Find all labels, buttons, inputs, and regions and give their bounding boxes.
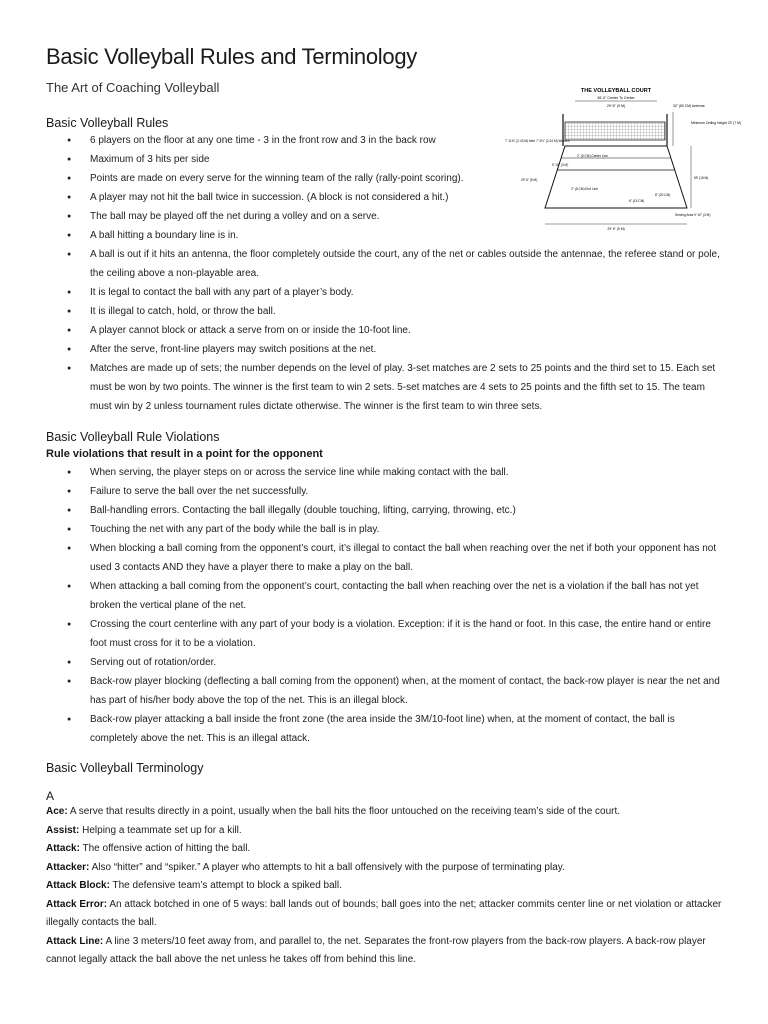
list-item: ● Ball-handling errors. Contacting the ball illegally (double touching, lifting, carrying, throwing, etc.) xyxy=(46,501,722,520)
list-item: ● The ball may be played off the net during a volley and on a serve. xyxy=(46,207,504,226)
diagram-label-ceiling: Minimum Ceiling Height 23' (7 M) xyxy=(691,121,742,125)
term-entry xyxy=(46,803,726,822)
diagram-label-r2: 6" (15 CM) xyxy=(629,199,645,203)
diagram-label-net-height: 7' 11⅝" (2.43 M) Men 7' 4⅛" (2.24 M) Women xyxy=(505,139,570,143)
diagram-label-width-top: 29' 6" (9 M) xyxy=(606,104,626,108)
term-entry xyxy=(46,822,726,841)
list-item: ● Points are made on every serve for the winning team of the rally (rally-point scoring). xyxy=(46,169,504,188)
term-definition: Also “hitter” and “spiker.” A player who attempts to hit a ball offensively with the purpose of terminating play. xyxy=(89,861,565,873)
term-entry xyxy=(46,840,726,859)
term-name: Attacker: xyxy=(46,861,90,873)
list-item: ● When attacking a ball coming from the opponent’s court, contacting the ball when reaching over the net is a violation if the ball has not yet broken the vertical plane of the net. xyxy=(46,577,722,615)
term-entry xyxy=(46,859,726,878)
list-item: ● Back-row player blocking (deflecting a ball coming from the opponent) when, at the moment of contact, the back-row player is near the net and has part of his/her body above the top of the net. This is an illegal block. xyxy=(46,672,722,710)
term-entry xyxy=(46,933,726,970)
term-entry xyxy=(46,896,726,933)
term-name: Attack: xyxy=(46,843,80,854)
term-name: Attack Error: xyxy=(46,898,108,910)
term-name: Ace: xyxy=(46,806,68,817)
terminology-list xyxy=(46,803,726,970)
violations-subheading: Rule violations that result in a point for the opponent xyxy=(46,448,323,460)
list-item: ● It is legal to contact the ball with any part of a player’s body. xyxy=(46,283,722,302)
list-item: ● Back-row player attacking a ball inside the front zone (the area inside the 3M/10-foot line) when, at the moment of contact, the ball is completely above the net. This is an illegal attack. xyxy=(46,710,722,748)
diagram-label-right: 59' (18 M) xyxy=(694,176,709,180)
document-subtitle: The Art of Coaching Volleyball xyxy=(46,80,220,95)
list-item: ● It is illegal to catch, hold, or throw the ball. xyxy=(46,302,722,321)
diagram-label-attack-line: 9' 10" (3 M) xyxy=(552,163,569,167)
term-name: Assist: xyxy=(46,824,80,836)
diagram-label-center: 36'-0" Center To Center xyxy=(597,96,635,100)
rules-list xyxy=(46,131,722,416)
list-item: ● A player may not hit the ball twice in succession. (A block is not considered a hit.) xyxy=(46,188,504,207)
diagram-title: THE VOLLEYBALL COURT xyxy=(580,88,652,94)
list-item: ● A ball hitting a boundary line is in. xyxy=(46,226,722,245)
violations-heading: Basic Volleyball Rule Violations xyxy=(46,430,220,444)
list-item: ● Failure to serve the ball over the net successfully. xyxy=(46,482,722,501)
list-item: ● Maximum of 3 hits per side xyxy=(46,150,504,169)
rules-heading: Basic Volleyball Rules xyxy=(46,116,169,130)
list-item: ● When blocking a ball coming from the opponent’s court, it’s illegal to contact the ball when reaching over the net if both your opponent has not used 3 contacts AND they have a player there to make a play on the ball. xyxy=(46,539,722,577)
diagram-label-r1: 8" (20 CM) xyxy=(655,193,671,197)
term-entry xyxy=(46,877,726,896)
list-item: ● Serving out of rotation/order. xyxy=(46,653,722,672)
terminology-heading: Basic Volleyball Terminology xyxy=(46,761,204,775)
diagram-label-side: 29' 6" (9 M) xyxy=(521,178,538,182)
list-item: ● 6 players on the floor at any one time - 3 in the front row and 3 in the back row xyxy=(46,131,504,150)
term-definition: The defensive team’s attempt to block a spiked ball. xyxy=(109,880,342,891)
term-definition: An attack botched in one of 5 ways: ball lands out of bounds; ball goes into the net; attacker commits center line or net violation or attacker illegally contacts the ball. xyxy=(46,898,722,928)
diagram-label-end-line: 2" (5 CM) End Line xyxy=(571,187,598,191)
term-definition: A line 3 meters/10 feet away from, and parallel to, the net. Separates the front-row players from the back-row players. A back-row player cannot legally attack the ball above the net unless he takes off from behind this line. xyxy=(46,935,706,965)
term-name: Attack Line: xyxy=(46,935,104,947)
list-item: ● When serving, the player steps on or across the service line while making contact with the ball. xyxy=(46,463,722,482)
term-definition: A serve that results directly in a point, usually when the ball hits the floor untouched on the receiving team’s side of the court. xyxy=(67,806,621,817)
diagram-label-center-line: 2" (5 CM) Center Line xyxy=(577,154,608,158)
term-definition: Helping a teammate set up for a kill. xyxy=(79,824,242,836)
list-item: ● Matches are made up of sets; the number depends on the level of play. 3-set matches are 2 sets to 25 points and the third set to 15. Each set must be won by two points. The winner is the first team to win 2 sets. 5-set matches are 4 sets to 25 points and the fifth set to 15. The team must win by 2 unless tournament rules dictate otherwise. The winner is the first team to win three sets. xyxy=(46,359,722,416)
list-item: ● Crossing the court centerline with any part of your body is a violation. Exception: if it is the hand or foot. In this case, the entire hand or entire foot must cross for it to be a violation. xyxy=(46,615,722,653)
term-definition: The offensive action of hitting the ball. xyxy=(79,843,251,854)
violations-list xyxy=(46,463,722,748)
diagram-label-bottom: 29' 6" (9 M) xyxy=(607,227,625,231)
term-name: Attack Block: xyxy=(46,880,110,891)
diagram-label-antenna: 32" (80 CM) Antenna xyxy=(673,104,705,108)
terminology-letter: A xyxy=(46,789,55,803)
list-item: ● Touching the net with any part of the body while the ball is in play. xyxy=(46,520,722,539)
diagram-label-serving-area: Serving Area 9' 10" (3 M) xyxy=(675,213,711,217)
list-item: ● A player cannot block or attack a serve from on or inside the 10-foot line. xyxy=(46,321,722,340)
list-item: ● A ball is out if it hits an antenna, the floor completely outside the court, any of the net or cables outside the antennae, the referee stand or pole, the ceiling above a non-playable area. xyxy=(46,245,722,283)
document-title: Basic Volleyball Rules and Terminology xyxy=(46,44,417,69)
list-item: ● After the serve, front-line players may switch positions at the net. xyxy=(46,340,722,359)
